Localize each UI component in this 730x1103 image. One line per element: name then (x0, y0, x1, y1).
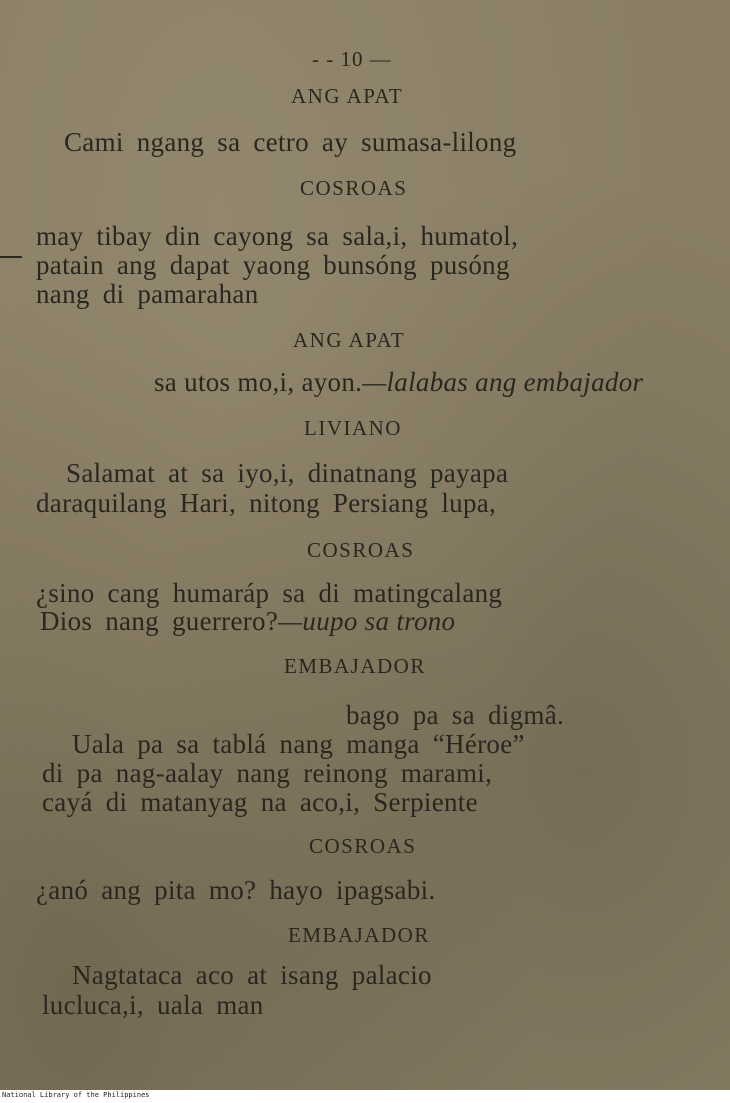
verse-line: cayá di matanyag na aco,i, Serpiente (42, 787, 478, 817)
verse-line: ¿anó ang pita mo? hayo ipagsabi. (36, 875, 436, 905)
verse-line: ¿sino cang humaráp sa di matingcalang (36, 578, 503, 608)
verse-line: Salamat at sa iyo,i, dinatnang payapa (66, 458, 509, 488)
verse-line: Cami ngang sa cetro ay sumasa-lilong (64, 127, 517, 157)
speaker-name: ANG APAT (293, 328, 406, 352)
verse-line: nang di pamarahan (36, 279, 259, 309)
verse-line: Uala pa sa tablá nang manga “Héroe” (72, 729, 525, 759)
verse-line: lucluca,i, uala man (42, 990, 264, 1020)
verse-text: Dios nang guerrero? (40, 606, 279, 636)
footer-credit: National Library of the Philippines (2, 1091, 150, 1099)
speaker-name: EMBAJADOR (288, 923, 430, 947)
footer-bar (0, 1090, 730, 1103)
verse-line: may tibay din cayong sa sala,i, humatol, (36, 221, 519, 251)
verse-line (154, 367, 643, 397)
margin-mark (0, 256, 22, 258)
stage-direction: —lalabas ang embajador (362, 367, 644, 397)
verse-line: di pa nag-aalay nang reinong marami, (42, 758, 493, 788)
verse-line: patain ang dapat yaong bunsóng pusóng (36, 250, 510, 280)
speaker-name: EMBAJADOR (284, 654, 426, 678)
verse-line: bago pa sa digmâ. (346, 700, 565, 730)
verse-line: daraquilang Hari, nitong Persiang lupa, (36, 488, 497, 518)
speaker-name: LIVIANO (304, 416, 402, 440)
speaker-name: COSROAS (309, 834, 417, 858)
speaker-name: ANG APAT (291, 84, 404, 108)
verse-text: sa utos mo,i, ayon. (154, 367, 363, 397)
verse-line: Nagtataca aco at isang palacio (72, 960, 432, 990)
page-number: - - 10 — (312, 47, 392, 71)
stage-direction: —uupo sa trono (278, 606, 456, 636)
speaker-name: COSROAS (300, 176, 408, 200)
verse-line (40, 606, 455, 636)
speaker-name: COSROAS (307, 538, 415, 562)
